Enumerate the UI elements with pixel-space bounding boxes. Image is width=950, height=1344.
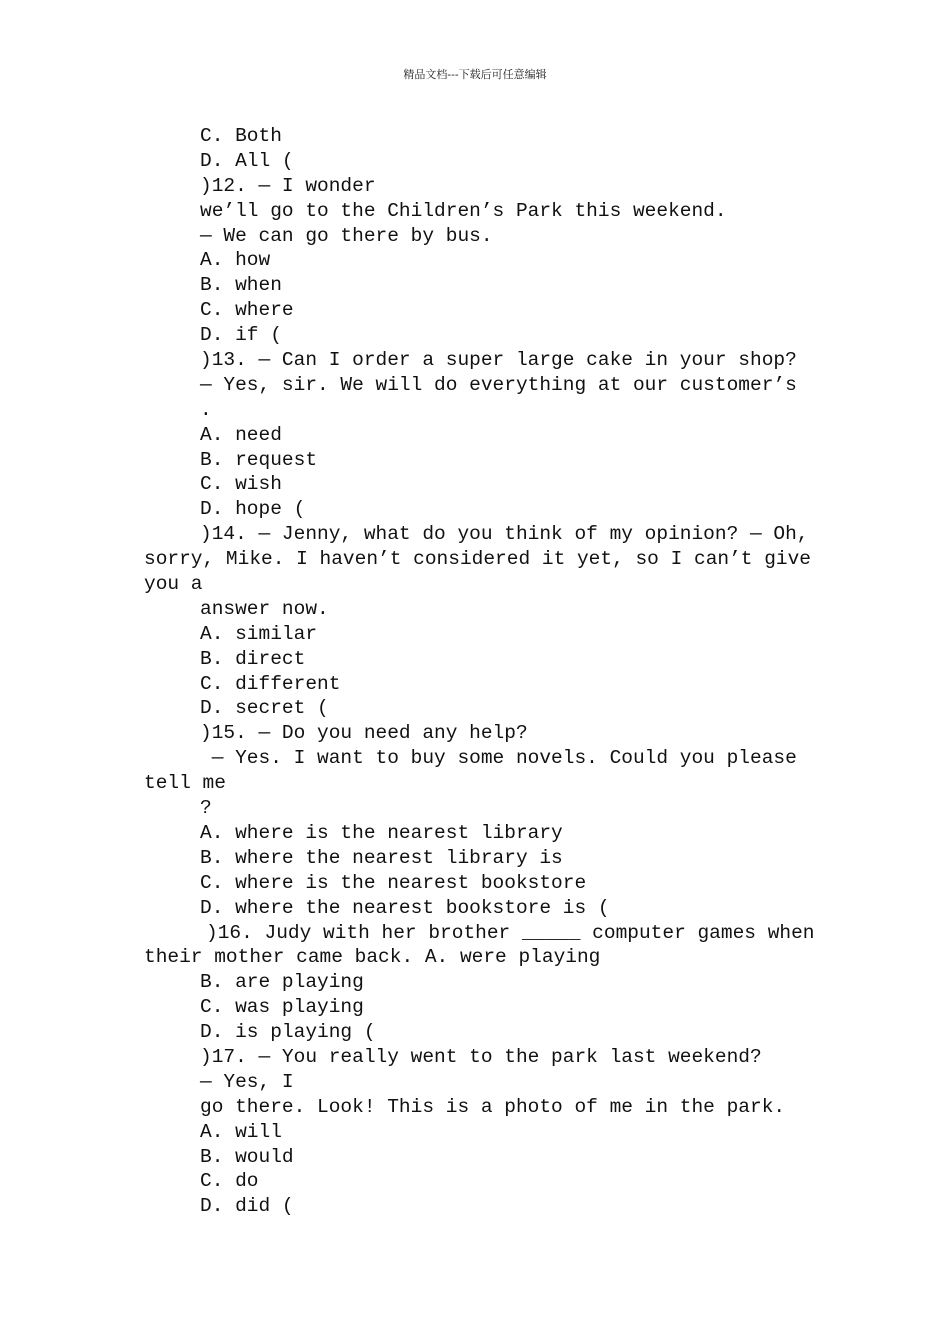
option-a: A. how — [200, 249, 271, 272]
question-17-text: go there. Look! This is a photo of me in the park. — [200, 1095, 786, 1118]
option-b: B. where the nearest library is — [200, 846, 563, 869]
question-15: )15. — Do you need any help? — [200, 722, 528, 745]
option-a: A. need — [200, 423, 282, 446]
question-12-text: we’ll go to the Children’s Park this weekend. — [200, 199, 727, 222]
option-c: C. was playing — [200, 996, 364, 1019]
option-b: B. would — [200, 1145, 294, 1168]
question-15-reply: — Yes. I want to buy some novels. Could you please — [200, 747, 797, 770]
option-d: D. if ( — [200, 324, 282, 347]
question-13: )13. — Can I order a super large cake in your shop? — [200, 349, 797, 372]
option-c: C. different — [200, 672, 341, 695]
question-16: )16. Judy with her brother _____ computer games when — [206, 921, 815, 944]
option-d: D. secret ( — [200, 697, 329, 720]
option-b: B. when — [200, 274, 282, 297]
question-14-end: answer now. — [200, 597, 329, 620]
option-c: C. wish — [200, 473, 282, 496]
option-c: C. do — [200, 1170, 259, 1193]
option-b: B. direct — [200, 647, 306, 670]
question-13-reply: — Yes, sir. We will do everything at our customer’s — [200, 373, 797, 396]
option-d: D. All ( — [200, 149, 294, 172]
question-15-end: ? — [200, 797, 212, 820]
question-14: )14. — Jenny, what do you think of my opinion? — Oh, — [200, 523, 809, 546]
page-header: 精品文档---下载后可任意编辑 — [403, 68, 547, 81]
option-c: C. Both — [200, 125, 282, 147]
option-c: C. where — [200, 299, 294, 322]
question-17: )17. — You really went to the park last weekend? — [200, 1045, 762, 1068]
question-13-end: . — [200, 398, 212, 421]
option-d: D. did ( — [200, 1195, 294, 1218]
question-17-reply: — Yes, I — [200, 1070, 294, 1093]
option-c: C. where is the nearest bookstore — [200, 871, 587, 894]
question-15-text: tell me — [144, 772, 226, 795]
option-a: A. will — [200, 1120, 282, 1143]
option-a: A. similar — [200, 622, 318, 645]
option-b: B. request — [200, 448, 318, 471]
question-12-reply: — We can go there by bus. — [200, 224, 493, 247]
option-d: D. where the nearest bookstore is ( — [200, 896, 610, 919]
question-14-text: you a — [144, 573, 203, 596]
question-14-text: sorry, Mike. I haven’t considered it yet, so I can’t give — [144, 548, 812, 571]
question-12: )12. — I wonder — [200, 174, 376, 197]
option-b: B. are playing — [200, 971, 364, 994]
option-a: A. where is the nearest library — [200, 821, 563, 844]
document-body — [144, 124, 824, 1219]
option-d: D. hope ( — [200, 498, 306, 521]
option-d: D. is playing ( — [200, 1021, 376, 1044]
question-16-text: their mother came back. A. were playing — [144, 946, 601, 969]
